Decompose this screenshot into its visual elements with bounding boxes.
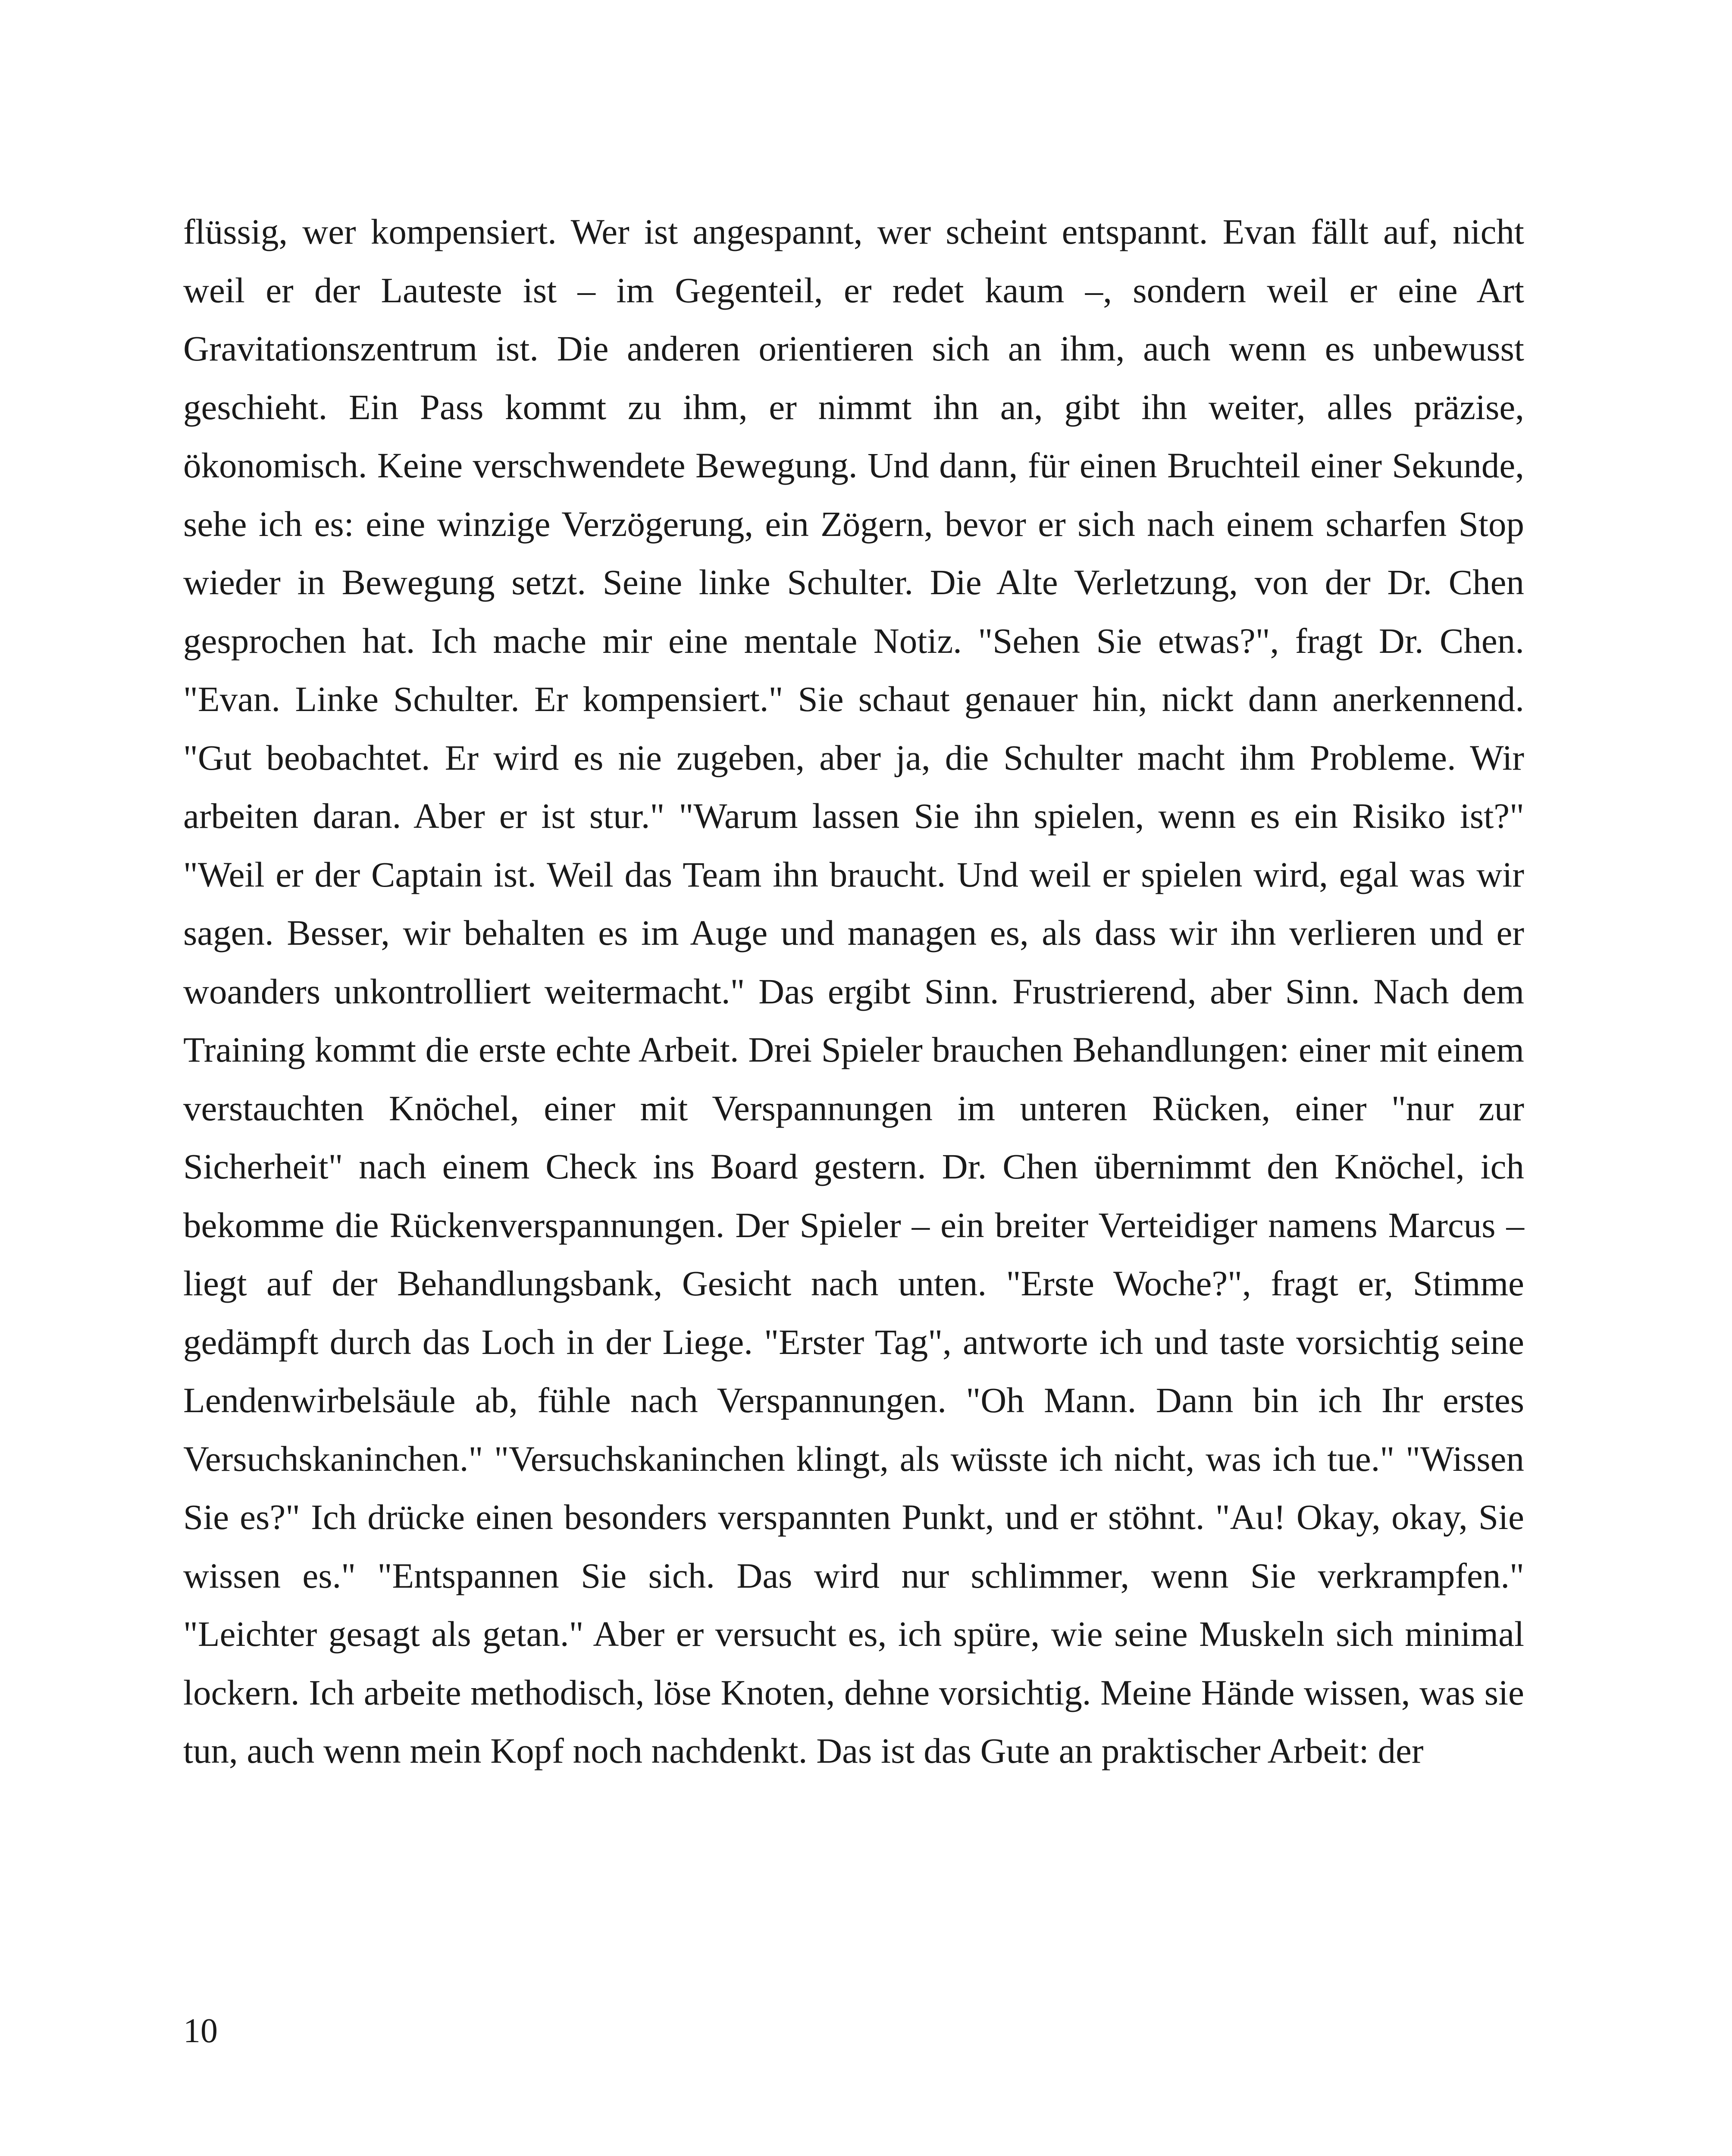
body-text: flüssig, wer kompensiert. Wer ist angespannt, wer scheint entspannt. Evan fällt auf, nicht weil er der Lauteste ist – im Gegenteil, er redet kaum –, sondern weil er eine Art Gravitationszentrum ist. Die anderen orientieren sich an ihm, auch wenn es unbewusst geschieht. Ein Pass kommt zu ihm, er nimmt ihn an, gibt ihn weiter, alles präzise, ökonomisch. Keine verschwendete Bewegung. Und dann, für einen Bruchteil einer Sekunde, sehe ich es: eine winzige Verzögerung, ein Zögern, bevor er sich nach einem scharfen Stop wieder in Bewegung setzt. Seine linke Schulter. Die Alte Verletzung, von der Dr. Chen gesprochen hat. Ich mache mir eine mentale Notiz. "Sehen Sie etwas?", fragt Dr. Chen. "Evan. Linke Schulter. Er kompensiert." Sie schaut genauer hin, nickt dann anerkennend. "Gut beobachtet. Er wird es nie zugeben, aber ja, die Schulter macht ihm Probleme. Wir arbeiten daran. Aber er ist stur." "Warum lassen Sie ihn spielen, wenn es ein Risiko ist?" "Weil er der Captain ist. Weil das Team ihn braucht. Und weil er spielen wird, egal was wir sagen. Besser, wir behalten es im Auge und managen es, als dass wir ihn verlieren und er woanders unkontrolliert weitermacht." Das ergibt Sinn. Frustrierend, aber Sinn. Nach dem Training kommt die erste echte Arbeit. Drei Spieler brauchen Behandlungen: einer mit einem verstauchten Knöchel, einer mit Verspannungen im unteren Rücken, einer "nur zur Sicherheit" nach einem Check ins Board gestern. Dr. Chen übernimmt den Knöchel, ich bekomme die Rückenverspannungen. Der Spieler – ein breiter Verteidiger namens Marcus – liegt auf der Behandlungsbank, Gesicht nach unten. "Erste Woche?", fragt er, Stimme gedämpft durch das Loch in der Liege. "Erster Tag", antworte ich und taste vorsichtig seine Lendenwirbelsäule ab, fühle nach Verspannungen. "Oh Mann. Dann bin ich Ihr erstes Versuchskaninchen." "Versuchskaninchen klingt, als wüsste ich nicht, was ich tue." "Wissen Sie es?" Ich drücke einen besonders verspannten Punkt, und er stöhnt. "Au! Okay, okay, Sie wissen es." "Entspannen Sie sich. Das wird nur schlimmer, wenn Sie verkrampfen." "Leichter gesagt als getan." Aber er versucht es, ich spüre, wie seine Muskeln sich minimal lockern. Ich arbeite methodisch, löse Knoten, dehne vorsichtig. Meine Hände wissen, was sie tun, auch wenn mein Kopf noch nachdenkt. Das ist das Gute an praktischer Arbeit: der (183, 212, 1524, 1771)
page-number: 10 (183, 2012, 218, 2050)
